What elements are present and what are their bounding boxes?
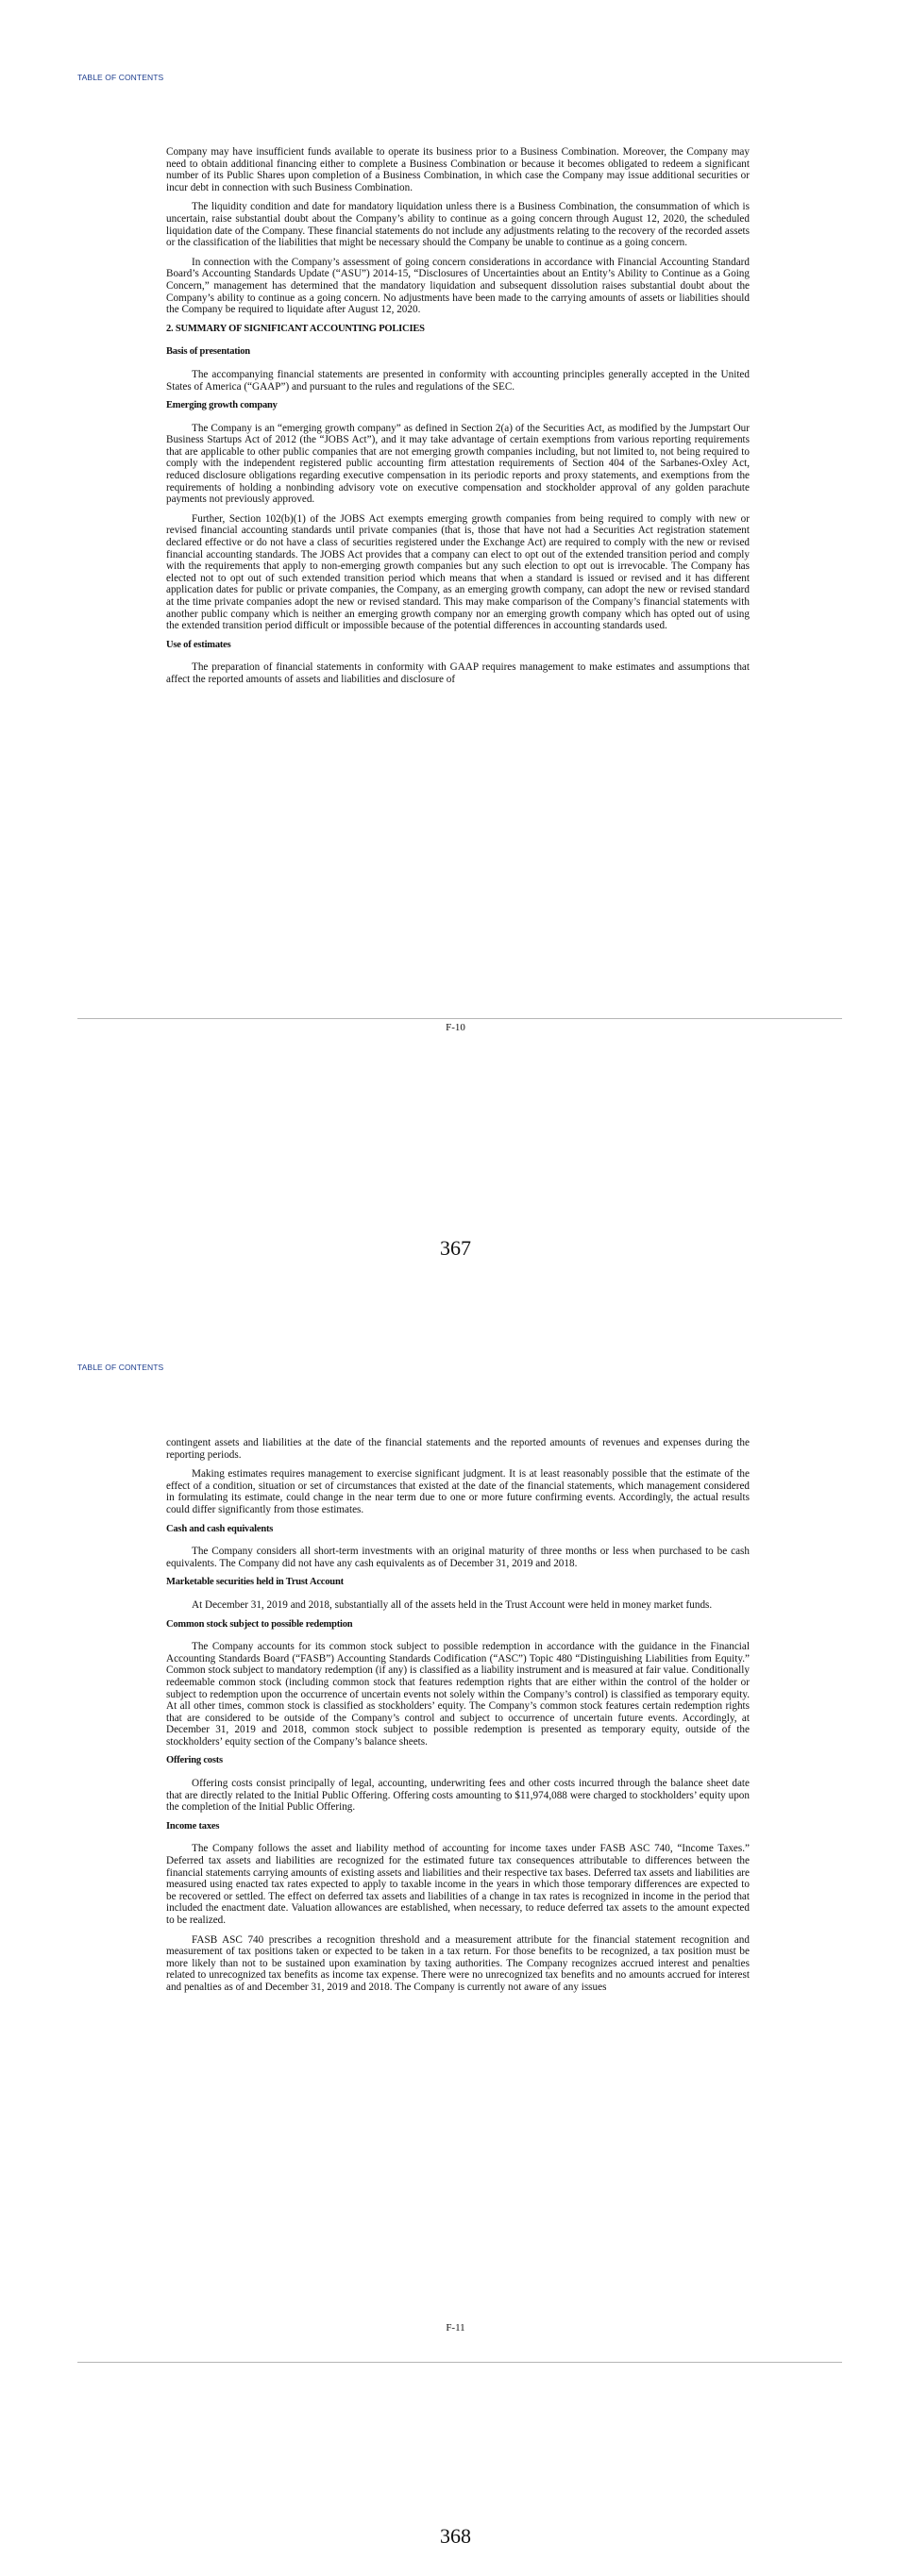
subsection-heading: Offering costs (166, 1755, 223, 1766)
page-number: 368 (440, 2524, 471, 2548)
subsection-heading: Emerging growth company (166, 400, 278, 411)
paragraph: At December 31, 2019 and 2018, substantially all of the assets held in the Trust Account were held in money market funds. (192, 1598, 713, 1611)
paragraph: FASB ASC 740 prescribes a recognition threshold and a measurement attribute for the financial statement recognition and measurement of tax positions taken or expected to be taken in a tax return. For those benefits to be recognized, a tax position must be more likely than not to be sustained upon examination by taxing authorities. The Company recognizes accrued interest and penalties related to unrecognized tax benefits as income tax expense. There were no unrecognized tax benefits and no amounts accrued for interest and penalties as of and December 31, 2019 and 2018. The Company is currently not aware of any issues (166, 1933, 750, 1993)
page-number: 367 (440, 1236, 471, 1260)
page-folio: F-10 (446, 1022, 465, 1033)
paragraph: Company may have insufficient funds available to operate its business prior to a Business Combination. Moreover, the Company may need to obtain additional financing either to complete a Business Combination or because it becomes obligated to redeem a significant number of its Public Shares upon completion of a Business Combination, in which case the Company may issue additional securities or incur debt in connection with such Business Combination. (166, 146, 750, 193)
paragraph: The liquidity condition and date for mandatory liquidation unless there is a Business Combination, the consummation of which is uncertain, raise substantial doubt about the Company’s ability to continue as a going concern through August 12, 2020, the scheduled liquidation date of the Company. These financial statements do not include any adjustments relating to the recovery of the recorded assets or the classification of the liabilities that might be necessary should the Company be unable to continue as a going concern. (166, 201, 750, 249)
page-divider (77, 2362, 842, 2363)
paragraph: Offering costs consist principally of legal, accounting, underwriting fees and other costs incurred through the balance sheet date that are directly related to the Initial Public Offering. Offering costs amounting to $11,974,088 were charged to stockholders’ equity upon the completion of the Initial Public Offering. (166, 1778, 750, 1814)
page-folio: F-11 (446, 2322, 465, 2333)
paragraph: The Company accounts for its common stock subject to possible redemption in accordance with the guidance in the Financial Accounting Standards Board (“FASB”) Accounting Standards Codification (“ASC”) Topic 480 “Distinguishing Liabilities from Equity.” Common stock subject to mandatory redemption (if any) is classified as a liability instrument and is measured at fair value. Conditionally redeemable common stock (including common stock that features redemption rights that are either within the control of the holder or subject to redemption upon the occurrence of uncertain events not solely within the Company’s control) is classified as temporary equity. At all other times, common stock is classified as stockholders’ equity. The Company’s common stock features certain redemption rights that are considered to be outside of the Company’s control and subject to occurrence of uncertain future events. Accordingly, at December 31, 2019 and 2018, common stock subject to possible redemption is presented as temporary equity, outside of the stockholders’ equity section of the Company’s balance sheets. (166, 1641, 750, 1748)
paragraph: In connection with the Company’s assessment of going concern considerations in accordance with Financial Accounting Standard Board’s Accounting Standards Update (“ASU”) 2014-15, “Disclosures of Uncertainties about an Entity’s Ability to Continue as a Going Concern,” management has determined that the mandatory liquidation and subsequent dissolution raises substantial doubt about the Company’s ability to continue as a going concern. No adjustments have been made to the carrying amounts of assets or liabilities should the Company be required to liquidate after August 12, 2020. (166, 256, 750, 316)
subsection-heading: Basis of presentation (166, 346, 250, 358)
paragraph: The accompanying financial statements are presented in conformity with accounting principles generally accepted in the United States of America (“GAAP”) and pursuant to the rules and regulations of the SEC. (166, 368, 750, 393)
paragraph: The Company follows the asset and liability method of accounting for income taxes under FASB ASC 740, “Income Taxes.” Deferred tax assets and liabilities are recognized for the estimated future tax consequences attributable to differences between the financial statements carrying amounts of existing assets and liabilities and their respective tax bases. Deferred tax assets and liabilities are measured using enacted tax rates expected to apply to taxable income in the years in which those temporary differences are expected to be recovered or settled. The effect on deferred tax assets and liabilities of a change in tax rates is recognized in income in the period that included the enactment date. Valuation allowances are established, when necessary, to reduce deferred tax assets to the amount expected to be realized. (166, 1843, 750, 1926)
paragraph: Making estimates requires management to exercise significant judgment. It is at least reasonably possible that the estimate of the effect of a condition, situation or set of circumstances that existed at the date of the financial statements, which management considered in formulating its estimate, could change in the near term due to one or more future confirming events. Accordingly, the actual results could differ significantly from those estimates. (166, 1468, 750, 1515)
page-body (166, 146, 750, 694)
table-of-contents-link[interactable]: TABLE OF CONTENTS (77, 1363, 164, 1372)
subsection-heading: Income taxes (166, 1820, 220, 1832)
paragraph: contingent assets and liabilities at the date of the financial statements and the reported amounts of revenues and expenses during the reporting periods. (166, 1437, 750, 1461)
paragraph: The Company considers all short-term investments with an original maturity of three months or less when purchased to be cash equivalents. The Company did not have any cash equivalents as of December 31, 2019 and 2018. (166, 1546, 750, 1569)
section-heading: 2. SUMMARY OF SIGNIFICANT ACCOUNTING POLICIES (166, 323, 425, 334)
subsection-heading: Cash and cash equivalents (166, 1523, 274, 1534)
subsection-heading: Common stock subject to possible redemption (166, 1618, 353, 1630)
page-body (166, 1437, 750, 2001)
subsection-heading: Marketable securities held in Trust Account (166, 1577, 344, 1588)
page-divider (77, 1018, 842, 1019)
paragraph: The Company is an “emerging growth company” as defined in Section 2(a) of the Securities Act, as modified by the Jumpstart Our Business Startups Act of 2012 (the “JOBS Act”), and it may take advantage of certain exemptions from various reporting requirements that are applicable to other public companies that are not emerging growth companies including, but not limited to, not being required to comply with the independent registered public accounting firm attestation requirements of Section 404 of the Sarbanes-Oxley Act, reduced disclosure obligations regarding executive compensation in its periodic reports and proxy statements, and exemptions from the requirements of holding a nonbinding advisory vote on executive compensation and stockholder approval of any golden parachute payments not previously approved. (166, 422, 750, 506)
paragraph: Further, Section 102(b)(1) of the JOBS Act exempts emerging growth companies from being required to comply with new or revised financial accounting standards until private companies (that is, those that have not had a Securities Act registration statement declared effective or do not have a class of securities registered under the Exchange Act) are required to comply with the new or revised financial accounting standards. The JOBS Act provides that a company can elect to opt out of the extended transition period and comply with the requirements that apply to non-emerging growth companies but any such election to opt out is irrevocable. The Company has elected not to opt out of such extended transition period which means that when a standard is issued or revised and it has different application dates for public or private companies, the Company, as an emerging growth company, can adopt the new or revised standard at the time private companies adopt the new or revised standard. This may make comparison of the Company’s financial statements with another public company which is neither an emerging growth company nor an emerging growth company which has opted out of using the extended transition period difficult or impossible because of the potential differences in accounting standards used. (166, 512, 750, 632)
subsection-heading: Use of estimates (166, 639, 231, 650)
table-of-contents-link[interactable]: TABLE OF CONTENTS (77, 73, 164, 82)
paragraph: The preparation of financial statements in conformity with GAAP requires management to make estimates and assumptions that affect the reported amounts of assets and liabilities and disclosure of (166, 661, 750, 685)
